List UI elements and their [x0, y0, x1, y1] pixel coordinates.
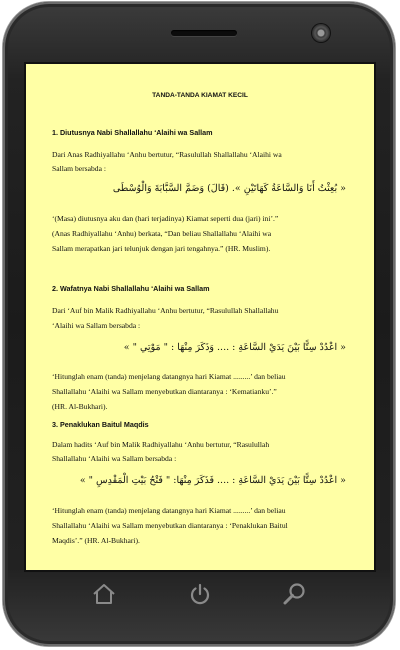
section-2-translation-line-3: (HR. Al-Bukhari). — [52, 402, 108, 411]
search-icon — [280, 581, 308, 607]
section-3-intro-line-1: Dalam hadits ‘Auf bin Malik Radhiyallahu ‘Anhu bertutur, “Rasulullah — [52, 440, 270, 449]
section-3-translation-line-2: Shallallahu ‘Alaihi wa Sallam menyebutkan diantaranya : ‘Penaklukan Baitul — [52, 521, 288, 530]
section-1-intro-line-2: Sallam bersabda : — [52, 164, 106, 173]
phone-frame — [3, 2, 395, 646]
section-2-arabic-hadith: « اعْدُدْ سِتًّا بَيْنَ يَدَيْ السَّاعَةِ : .... وَذَكَرَ مِنْهَا : " مَوْتِي " » — [123, 342, 346, 353]
navigation-bar — [26, 574, 374, 614]
section-2-heading: 2. Wafatnya Nabi Shallallahu ‘Alaihi wa Sallam — [52, 284, 210, 293]
screen[interactable] — [26, 64, 374, 570]
section-1-translation-line-1: ‘(Masa) diutusnya aku dan (hari terjadinya) Kiamat seperti dua (jari) ini’.” — [52, 214, 279, 223]
section-1-translation-line-2: (Anas Radhiyallahu ‘Anhu) berkata, “Dan beliau Shallallahu ‘Alaihi wa — [52, 229, 272, 238]
section-2-intro-line-2: ‘Alaihi wa Sallam bersabda : — [52, 321, 141, 330]
power-icon — [188, 582, 212, 606]
front-camera-icon — [312, 24, 330, 42]
section-2-intro-line-1: Dari ‘Auf bin Malik Radhiyallahu ‘Anhu bertutur, “Rasulullah Shallallahu — [52, 306, 279, 315]
section-3-arabic-hadith: « اعْدُدْ سِتًّا بَيْنَ يَدَيْ السَّاعَةِ : .... فَذَكَرَ مِنْهَا: " فَتْحُ بَيْتِ الْمَقْدِسِ " » — [79, 475, 346, 486]
section-3-heading: 3. Penaklukan Baitul Maqdis — [52, 420, 149, 429]
page-title: TANDA-TANDA KIAMAT KECIL — [152, 92, 248, 99]
home-icon — [91, 582, 117, 606]
section-1-arabic-hadith: « بُعِثْتُ أَنَا وَالسَّاعَةُ كَهَاتَيْنِ ». (قَالَ) وَضَمَّ السَّبَّابَةَ وَالْوُسْطَى — [112, 183, 346, 194]
section-1-heading: 1. Diutusnya Nabi Shallallahu ‘Alaihi wa Sallam — [52, 128, 213, 137]
section-3-intro-line-2: Shallallahu ‘Alaihi wa Sallam bersabda : — [52, 454, 177, 463]
search-button[interactable] — [276, 578, 312, 610]
home-button[interactable] — [86, 578, 122, 610]
section-2-translation-line-2: Shallallahu ‘Alaihi wa Sallam menyebutkan diantaranya : ‘Kematianku’.” — [52, 387, 277, 396]
section-3-translation-line-3: Maqdis’.” (HR. Al-Bukhari). — [52, 536, 140, 545]
section-2-translation-line-1: ‘Hitunglah enam (tanda) menjelang datangnya hari Kiamat .........’ dan beliau — [52, 372, 286, 381]
section-1-translation-line-3: Sallam merapatkan jari telunjuk dengan jari tengahnya.” (HR. Muslim). — [52, 244, 271, 253]
section-3-translation-line-1: ‘Hitunglah enam (tanda) menjelang datangnya hari Kiamat .........’ dan beliau — [52, 506, 286, 515]
earpiece-speaker — [171, 30, 237, 36]
power-button[interactable] — [182, 578, 218, 610]
section-1-intro-line-1: Dari Anas Radhiyallahu ‘Anhu bertutur, “Rasulullah Shallallahu ‘Alaihi wa — [52, 150, 282, 159]
